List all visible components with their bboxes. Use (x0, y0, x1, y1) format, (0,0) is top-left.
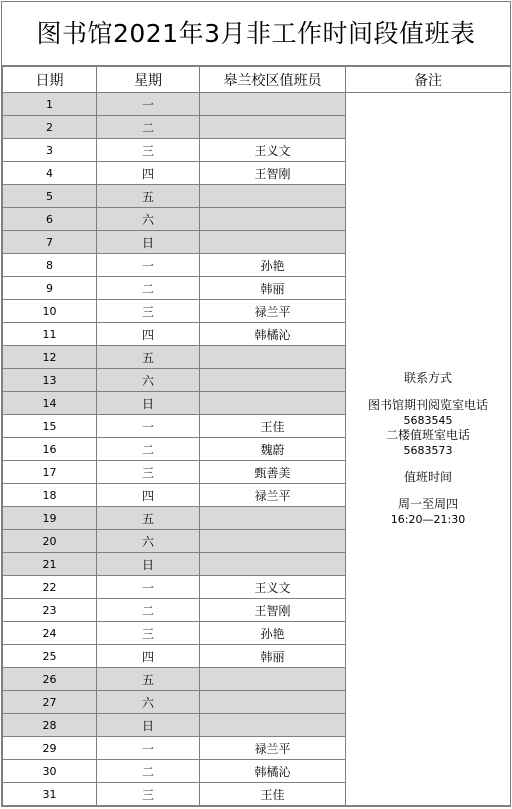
date-cell: 26 (3, 668, 97, 691)
staff-cell (200, 392, 346, 415)
date-cell: 5 (3, 185, 97, 208)
staff-cell (200, 346, 346, 369)
date-cell: 24 (3, 622, 97, 645)
staff-cell (200, 668, 346, 691)
date-cell: 19 (3, 507, 97, 530)
weekday-cell: 日 (97, 231, 200, 254)
table-row (3, 93, 511, 116)
date-cell: 30 (3, 760, 97, 783)
staff-cell (200, 553, 346, 576)
weekday-cell: 四 (97, 645, 200, 668)
date-cell: 11 (3, 323, 97, 346)
weekday-cell: 日 (97, 714, 200, 737)
date-cell: 13 (3, 369, 97, 392)
weekday-cell: 日 (97, 553, 200, 576)
staff-cell: 王义文 (200, 139, 346, 162)
weekday-cell: 一 (97, 93, 200, 116)
hours-heading: 值班时间 (403, 470, 452, 484)
header-notes: 备注 (346, 67, 511, 93)
date-cell: 6 (3, 208, 97, 231)
date-cell: 7 (3, 231, 97, 254)
weekday-cell: 二 (97, 760, 200, 783)
date-cell: 25 (3, 645, 97, 668)
weekday-cell: 三 (97, 783, 200, 806)
date-cell: 29 (3, 737, 97, 760)
date-cell: 27 (3, 691, 97, 714)
date-cell: 9 (3, 277, 97, 300)
header-date: 日期 (3, 67, 97, 93)
weekday-cell: 二 (97, 116, 200, 139)
staff-cell: 孙艳 (200, 622, 346, 645)
date-cell: 15 (3, 415, 97, 438)
weekday-cell: 一 (97, 415, 200, 438)
staff-cell: 魏蔚 (200, 438, 346, 461)
hours-days: 周一至周四 (397, 497, 458, 511)
weekday-cell: 二 (97, 277, 200, 300)
staff-cell: 王智刚 (200, 599, 346, 622)
date-cell: 1 (3, 93, 97, 116)
staff-cell: 韩丽 (200, 645, 346, 668)
weekday-cell: 六 (97, 691, 200, 714)
staff-cell: 禄兰平 (200, 737, 346, 760)
staff-cell (200, 530, 346, 553)
date-cell: 3 (3, 139, 97, 162)
date-cell: 28 (3, 714, 97, 737)
weekday-cell: 四 (97, 323, 200, 346)
date-cell: 21 (3, 553, 97, 576)
weekday-cell: 一 (97, 254, 200, 277)
date-cell: 31 (3, 783, 97, 806)
date-cell: 23 (3, 599, 97, 622)
periodicals-phone: 5683545 (403, 414, 453, 427)
duty-table (2, 66, 511, 806)
duty-office-phone: 5683573 (403, 444, 453, 457)
weekday-cell: 六 (97, 369, 200, 392)
date-cell: 17 (3, 461, 97, 484)
contact-heading: 联系方式 (403, 371, 452, 385)
weekday-cell: 五 (97, 346, 200, 369)
staff-cell (200, 231, 346, 254)
date-cell: 16 (3, 438, 97, 461)
date-cell: 12 (3, 346, 97, 369)
hours-time: 16:20—21:30 (390, 513, 466, 526)
staff-cell (200, 691, 346, 714)
weekday-cell: 二 (97, 438, 200, 461)
weekday-cell: 三 (97, 139, 200, 162)
date-cell: 14 (3, 392, 97, 415)
staff-cell: 甄善美 (200, 461, 346, 484)
date-cell: 20 (3, 530, 97, 553)
date-cell: 4 (3, 162, 97, 185)
staff-cell (200, 185, 346, 208)
notes-cell (346, 93, 511, 806)
weekday-cell: 二 (97, 599, 200, 622)
staff-cell: 禄兰平 (200, 484, 346, 507)
header-row (3, 67, 511, 93)
weekday-cell: 四 (97, 162, 200, 185)
staff-cell (200, 93, 346, 116)
weekday-cell: 六 (97, 208, 200, 231)
periodicals-phone-label: 图书馆期刊阅览室电话 (367, 398, 488, 412)
staff-cell: 韩橘沁 (200, 760, 346, 783)
staff-cell: 王佳 (200, 415, 346, 438)
staff-cell (200, 369, 346, 392)
weekday-cell: 六 (97, 530, 200, 553)
date-cell: 18 (3, 484, 97, 507)
weekday-cell: 五 (97, 185, 200, 208)
staff-cell: 孙艳 (200, 254, 346, 277)
date-cell: 2 (3, 116, 97, 139)
header-staff: 皋兰校区值班员 (200, 67, 346, 93)
date-cell: 22 (3, 576, 97, 599)
page-title: 图书馆2021年3月非工作时间段值班表 (2, 2, 510, 66)
staff-cell (200, 208, 346, 231)
schedule-sheet (1, 1, 511, 807)
staff-cell (200, 714, 346, 737)
staff-cell (200, 507, 346, 530)
weekday-cell: 三 (97, 461, 200, 484)
weekday-cell: 三 (97, 300, 200, 323)
staff-cell: 韩橘沁 (200, 323, 346, 346)
weekday-cell: 四 (97, 484, 200, 507)
weekday-cell: 三 (97, 622, 200, 645)
duty-office-phone-label: 二楼值班室电话 (385, 428, 470, 442)
header-weekday: 星期 (97, 67, 200, 93)
date-cell: 8 (3, 254, 97, 277)
weekday-cell: 五 (97, 668, 200, 691)
staff-cell: 王智刚 (200, 162, 346, 185)
staff-cell: 禄兰平 (200, 300, 346, 323)
weekday-cell: 一 (97, 737, 200, 760)
weekday-cell: 五 (97, 507, 200, 530)
staff-cell: 王佳 (200, 783, 346, 806)
date-cell: 10 (3, 300, 97, 323)
staff-cell (200, 116, 346, 139)
staff-cell: 王义文 (200, 576, 346, 599)
staff-cell: 韩丽 (200, 277, 346, 300)
weekday-cell: 日 (97, 392, 200, 415)
weekday-cell: 一 (97, 576, 200, 599)
